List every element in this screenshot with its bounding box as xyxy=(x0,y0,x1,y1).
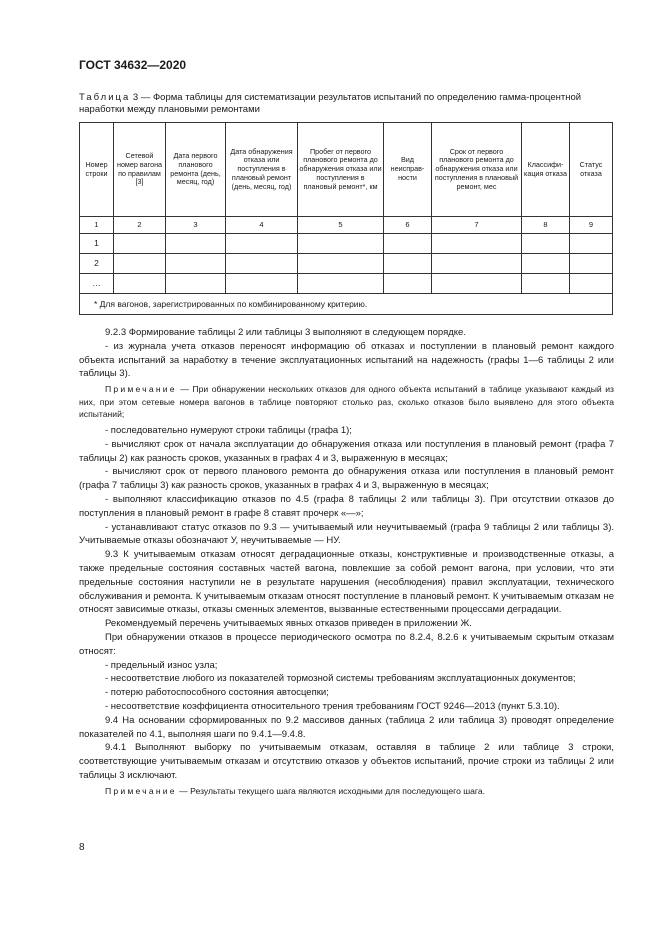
paragraph-9-4-1: 9.4.1 Выполняют выборку по учитываемым отказам, оставляя в таблице 2 или таблице 3 строки, соответствующие учитываемым отказам и отсутствию отказов у объектов испытаний, прочие строки из таблицы 2 или таблицы 3 исключают. xyxy=(79,742,614,781)
list-item: - вычисляют срок от первого планового ремонта до обнаружения отказа или поступления в плановый ремонт (графа 7 таблицы 3) как разность сроков, указанных в графах 4 и 3, выраженную в месяцах; xyxy=(79,466,614,492)
col-header-term-months: Срок от первого планового ремонта до обнаружения отказа или поступления в плановый ремонт, мес xyxy=(432,123,522,217)
paragraph-9-2-3: 9.2.3 Формирование таблицы 2 или таблицы 3 выполняют в следующем порядке. xyxy=(105,327,466,338)
col-number: 1 xyxy=(80,217,114,234)
list-item: - последовательно нумеруют строки таблицы (графа 1); xyxy=(105,424,352,436)
note-text: — Результаты текущего шага являются исходными для последующего шага. xyxy=(176,785,486,796)
row-number: 2 xyxy=(80,254,114,274)
paragraph-recommended: Рекомендуемый перечень учитываемых явных отказов приведен в приложении Ж. xyxy=(105,618,472,630)
column-number-row xyxy=(80,217,613,234)
col-header-mileage: Пробег от первого планового ремонта до обнаружения отказа или поступления в плановый ремонт*, км xyxy=(298,123,384,217)
table-row xyxy=(80,254,613,274)
table-caption-label: Таблица xyxy=(79,92,131,103)
note-text: — При обнаружении нескольких отказов для одного объекта испытаний в таблице указывают каждый из них, при этом сетевые номера вагонов в таблице повторяют столько раз, сколько отказов было выявлено для этого объекта испытаний; xyxy=(79,384,614,420)
document-code: ГОСТ 34632—2020 xyxy=(79,58,187,72)
body-text xyxy=(79,326,614,800)
table-row xyxy=(80,274,613,294)
note-1 xyxy=(79,383,614,421)
col-header-first-repair-date: Дата первого планового ремонта (день, месяц, год) xyxy=(166,123,226,217)
col-header-row-number: Номер строки xyxy=(80,123,114,217)
list-item: - вычисляют срок от начала эксплуатации до обнаружения отказа или поступления в плановый ремонт (графа 7 таблицы 2) как разность сроков, указанных в графах 4 и 3, выраженную в месяцах; xyxy=(79,438,614,464)
list-item: - выполняют классификацию отказов по 4.5 (графа 8 таблицы 2 или таблицы 3). При отсутствии отказов до поступления в плановый ремонт в графе 8 ставят прочерк «—»; xyxy=(79,493,614,519)
list-item: - потерю работоспособного состояния автосцепки; xyxy=(105,687,329,699)
col-number: 7 xyxy=(432,217,522,234)
col-number: 4 xyxy=(226,217,298,234)
row-number: … xyxy=(80,274,114,294)
list-item: - несоответствие любого из показателей тормозной системы требованиям эксплуатационных документов; xyxy=(105,673,576,685)
col-number: 6 xyxy=(384,217,432,234)
paragraph-9-4: 9.4 На основании сформированных по 9.2 массивов данных (таблица 2 или таблица 3) проводят определение показателей по 4.1, выполняя шаги по 9.4.1—9.4.8. xyxy=(79,714,614,740)
row-number: 1 xyxy=(80,234,114,254)
note-2 xyxy=(79,785,614,798)
col-header-failure-status: Статус отказа xyxy=(570,123,613,217)
note-label: Примечание xyxy=(105,785,177,796)
table-caption xyxy=(79,92,615,116)
table-row xyxy=(80,234,613,254)
list-item: - устанавливают статус отказов по 9.3 — учитываемый или неучитываемый (графа 9 таблицы 2 или таблицы 3). Учитываемые отказы обозначают У, неучитываемые — НУ. xyxy=(79,521,614,547)
note-label: Примечание xyxy=(105,384,177,395)
col-number: 5 xyxy=(298,217,384,234)
list-item: - предельный износ узла; xyxy=(105,659,218,671)
col-header-failure-class: Классифи-кация отказа xyxy=(522,123,570,217)
table-footnote: * Для вагонов, зарегистрированных по комбинированному критерию. xyxy=(80,294,613,315)
col-number: 9 xyxy=(570,217,613,234)
results-form-table xyxy=(79,122,613,315)
col-number: 8 xyxy=(522,217,570,234)
table-caption-text: 3 — Форма таблицы для систематизации результатов испытаний по определению гамма-процентной наработки между плановыми ремонтами xyxy=(79,92,582,115)
col-header-failure-date: Дата обнаружения отказа или поступления в плановый ремонт (день, месяц, год) xyxy=(226,123,298,217)
page-number: 8 xyxy=(79,842,85,853)
paragraph-9-3: 9.3 К учитываемым отказам относят деградационные отказы, конструктивные и производственные отказы, а также предельные состояния составных частей вагона, повлекшие за собой ремонт вагона, при условии, что эти предельные состояния наступили не в результате нарушения (несоблюдения) правил эксплуатации, технического обслуживания и ремонта. К учитываемым отказам относят поступление в плановый ремонт. К учитываемым отказам не относят зависимые отказы, отказы сменных элементов, вызванные естественными процессами деградации. xyxy=(79,549,614,616)
col-number: 3 xyxy=(166,217,226,234)
list-item: - из журнала учета отказов переносят информацию об отказах и поступлении в плановый ремонт каждого объекта испытаний за наработку в течение эксплуатационных испытаний на надежность (графы 1—6 таблицы 2 или таблицы 3). xyxy=(79,340,614,380)
paragraph-hidden-failures: При обнаружении отказов в процессе периодического осмотра по 8.2.4, 8.2.6 к учитываемым скрытым отказам относят: xyxy=(79,631,614,657)
col-number: 2 xyxy=(114,217,166,234)
col-header-wagon-number: Сетевой номер вагона по правилам [3] xyxy=(114,123,166,217)
col-header-fault-type: Вид неисправ-ности xyxy=(384,123,432,217)
list-item: - несоответствие коэффициента относительного трения требованиям ГОСТ 9246—2013 (пункт 5.3.10). xyxy=(105,700,560,712)
